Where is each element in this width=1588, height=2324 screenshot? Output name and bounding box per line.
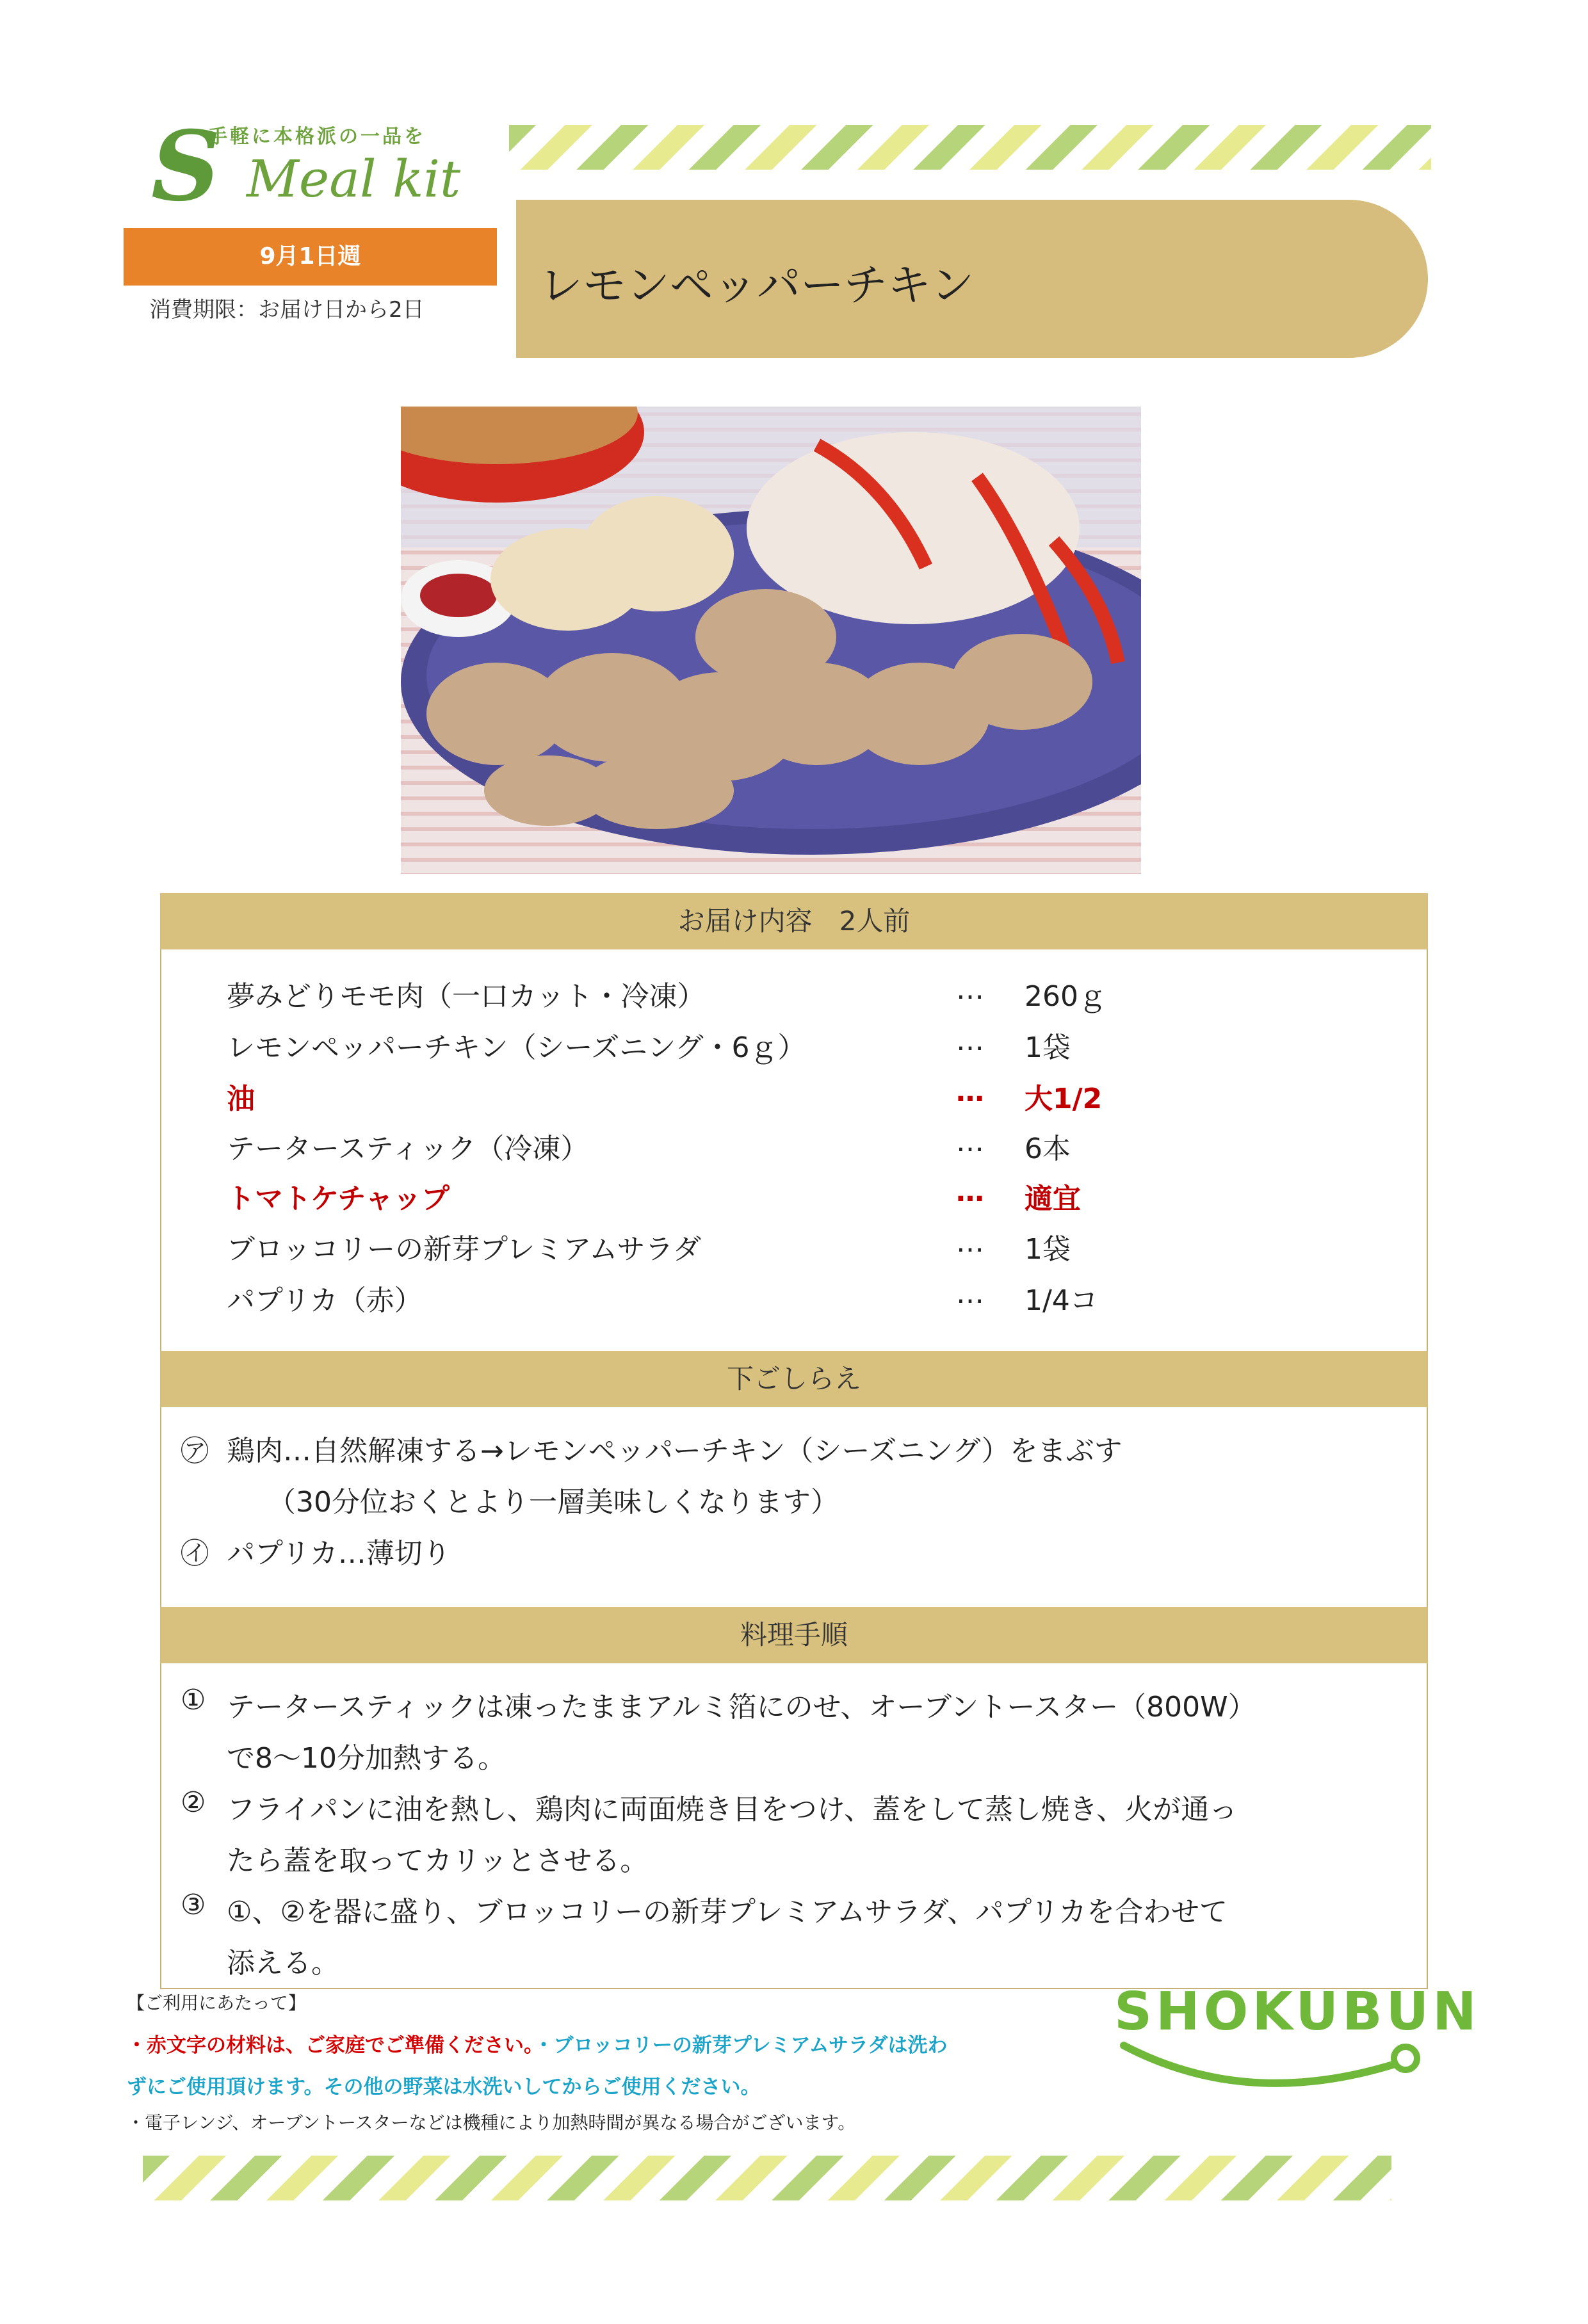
step-2-line-1: フライパンに油を熱し、鶏肉に両面焼き目をつけ、蓋をして蒸し焼き、火が通っ — [227, 1793, 1238, 1826]
page-title: レモンペッパーチキン — [539, 261, 975, 311]
ingredient-dots: … — [956, 1226, 984, 1259]
step-3-number: ③ — [181, 1889, 206, 1921]
ingredient-name: トマトケチャップ — [227, 1182, 450, 1215]
steps-header: 料理手順 — [160, 1607, 1428, 1663]
week-badge: 9月1日週 — [124, 228, 497, 286]
ingredient-dots: … — [956, 1126, 984, 1158]
ingredient-qty: 1袋 — [1025, 1233, 1071, 1266]
step-2-line-2: たら蓋を取ってカリッとさせる。 — [227, 1844, 649, 1877]
logo-tagline: 手軽に本格派の一品を — [208, 125, 426, 148]
ingredient-qty: 260ｇ — [1025, 980, 1106, 1013]
ingredients-header: お届け内容 2人前 — [160, 893, 1428, 949]
notes-red-text: ・赤文字の材料は、ご家庭でご準備ください。 — [127, 2034, 534, 2057]
prep-mark-a: ㋐ — [181, 1435, 209, 1467]
ingredient-qty: 大1/2 — [1025, 1083, 1103, 1115]
prep-mark-i: ㋑ — [181, 1537, 209, 1570]
ingredient-dots: … — [956, 1175, 984, 1208]
ingredient-dots: … — [956, 973, 984, 1006]
brand-logo: SHOKUBUN — [1114, 1981, 1480, 2042]
expiry-text: 消費期限：お届け日から2日 — [149, 297, 425, 323]
ingredient-qty: 適宜 — [1025, 1182, 1081, 1215]
notes-heading: 【ご利用にあたって】 — [127, 1992, 307, 2013]
brand-swoosh — [1117, 2039, 1438, 2097]
step-1-number: ① — [181, 1684, 206, 1716]
notes-cyan-text-1: ・ブロッコリーの新芽プレミアムサラダは洗わ — [533, 2034, 948, 2057]
ingredient-qty: 1袋 — [1025, 1031, 1071, 1064]
ingredient-name: 油 — [227, 1083, 255, 1115]
ingredient-qty: 1/4コ — [1025, 1284, 1098, 1317]
step-1-line-1: テータースティックは凍ったままアルミ箔にのせ、オーブントースター（800W） — [227, 1691, 1256, 1723]
step-3-line-1: ①、②を器に盛り、ブロッコリーの新芽プレミアムサラダ、パプリカを合わせて — [227, 1896, 1228, 1928]
ingredient-name: パプリカ（赤） — [227, 1284, 423, 1317]
notes-disclaimer: ・電子レンジ、オーブントースターなどは機種により加熱時間が異なる場合がございます。 — [127, 2112, 856, 2133]
ingredient-dots: … — [956, 1024, 984, 1057]
bottom-stripe — [143, 2156, 1391, 2200]
ingredient-name: レモンペッパーチキン（シーズニング・6ｇ） — [227, 1031, 806, 1064]
ingredient-name: 夢みどりモモ肉（一口カット・冷凍） — [227, 980, 706, 1013]
ingredient-name: テータースティック（冷凍） — [227, 1133, 589, 1165]
ingredient-dots: … — [956, 1277, 984, 1310]
notes-cyan-text-2: ずにご使用頂けます。その他の野菜は水洗いしてからご使用ください。 — [127, 2076, 761, 2099]
step-3-line-2: 添える。 — [227, 1947, 339, 1980]
prep-header: 下ごしらえ — [160, 1351, 1428, 1407]
logo-s: S — [151, 110, 221, 223]
prep-line-i: パプリカ…薄切り — [227, 1537, 451, 1570]
ingredient-qty: 6本 — [1025, 1133, 1071, 1165]
ingredient-dots: … — [956, 1076, 984, 1108]
step-2-number: ② — [181, 1786, 206, 1819]
dish-photo — [401, 407, 1141, 874]
prep-line-a2: （30分位おくとより一層美味しくなります） — [268, 1486, 839, 1519]
prep-line-a: 鶏肉…自然解凍する→レモンペッパーチキン（シーズニング）をまぶす — [227, 1435, 1122, 1467]
step-1-line-2: で8～10分加熱する。 — [227, 1742, 506, 1775]
ingredient-name: ブロッコリーの新芽プレミアムサラダ — [227, 1233, 701, 1266]
notes-red-line — [127, 2029, 948, 2058]
logo-meal-kit: Meal kit — [247, 149, 461, 209]
top-stripe — [509, 125, 1431, 170]
